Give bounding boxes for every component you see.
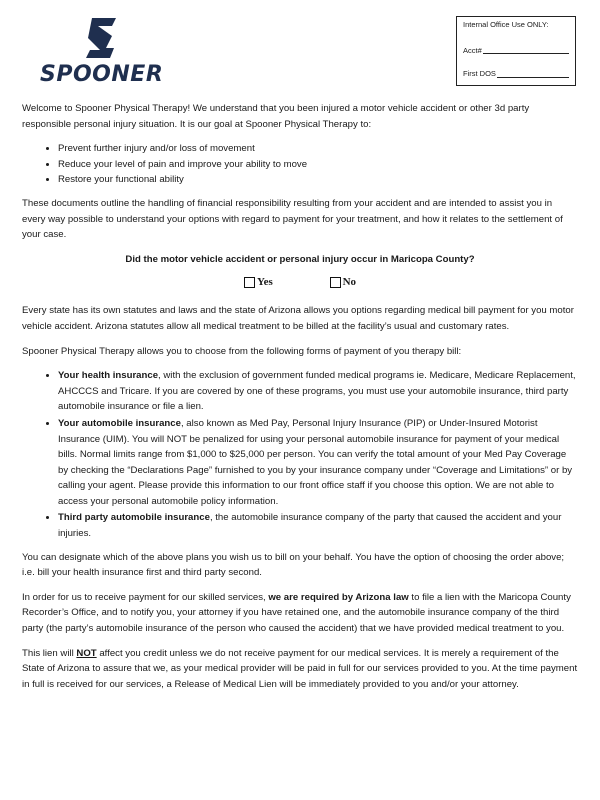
credit-text-before: This lien will [22, 647, 77, 659]
payment-option-text: , also known as Med Pay, Personal Injury Insurance (PIP) or Under-Insured Motorist Insurance (UIM). You will NOT be penalized for using your personal automobile insurance for payment of your medical bills. Normal limits range from $1,000 to $25,000 per person. You can verify the total amount of your Med Pay Coverage by checking the “Declarations Page” furnished to you by your insurance company under “Coverage and Limitations” or by calling your agent. Please provide this information to our front office staff if you choose this option. We are not able to access your personal automobile policy information. [58, 417, 573, 507]
first-dos-field[interactable] [497, 76, 569, 78]
office-box-title-row [463, 21, 569, 29]
payment-option-item [58, 368, 578, 415]
lien-text-after: to file a lien with the Maricopa County Recorder’s Office, and to notify you, your attorney if you have retained one, and the automobile insurance company of the third party (the party’s automobile insurance of the person who caused the accident) that we have provided medical treatment to you. [22, 591, 571, 635]
designate-paragraph: You can designate which of the above plans you wish us to bill on your behalf. You have the option of choosing the order above; i.e. bill your health insurance first and third party second. [22, 551, 565, 579]
acct-field[interactable] [483, 52, 569, 54]
payment-option-title: Your health insurance [58, 370, 159, 382]
goal-item: • Restore your functional ability [58, 172, 578, 188]
lien-text-before: In order for us to receive payment for our skilled services, [22, 591, 269, 603]
goals-list [22, 141, 578, 188]
no-choice[interactable] [330, 275, 356, 290]
credit-paragraph [22, 646, 578, 693]
yes-checkbox[interactable] [244, 277, 255, 288]
payment-option-title: Your automobile insurance [58, 417, 181, 429]
payment-option-title: Third party automobile insurance [58, 512, 210, 524]
no-label: No [342, 276, 357, 289]
payment-option-item [58, 416, 578, 510]
maricopa-question: Did the motor vehicle accident or personal injury occur in Maricopa County? [125, 253, 475, 265]
purpose-paragraph: These documents outline the handling of financial responsibility resulting from your accident and are intended to assist you in every way possible to understand your options with regard to payment for your treatment, and how it relates to the settlement of your case. [22, 197, 563, 241]
no-checkbox[interactable] [330, 277, 341, 288]
lien-emphasis: we are required by Arizona law [268, 591, 409, 603]
goal-item: • Reduce your level of pain and improve your ability to move [58, 157, 578, 173]
acct-label: Acct# [463, 45, 482, 55]
acct-row [463, 47, 569, 55]
credit-text-after: affect you credit unless we do not receive payment for our medical services. It is merely a requirement of the State of Arizona to assure that we, as your medical provider will be paid in full for our services provided to you. At the time payment in full is received for our services, a Release of Medical Lien will be immediately provided to you and/or your attorney. [22, 647, 578, 690]
internal-office-box [456, 16, 576, 86]
payment-options-list [22, 368, 578, 542]
yes-no-choices [22, 275, 578, 293]
brand-name: SPOONER [40, 62, 164, 87]
statutes-paragraph: Every state has its own statutes and laws and the state of Arizona allows you options regarding medical bill payment for you motor vehicle accident. Arizona statutes allow all medical treatment to be billed at the facility’s usual and customary rates. [22, 305, 574, 332]
payment-option-text: , with the exclusion of government funded medical programs ie. Medicare, Medicare Replacement, AHCCCS and Tricare. If you are covered by one of these programs, you must use your automobile insurance, third party automobile insurance or file a lien. [58, 370, 576, 413]
first-dos-label: First DOS [463, 69, 496, 78]
intro-paragraph: Welcome to Spooner Physical Therapy! We understand that you been injured a motor vehicle accident or other 3d party responsible personal injury situation. It is our goal at Spooner Physical Therapy to: [22, 103, 530, 130]
yes-label: Yes [256, 276, 273, 289]
first-dos-row [463, 70, 569, 78]
document-body [22, 101, 578, 701]
goal-item: • Prevent further injury and/or loss of movement [58, 141, 578, 157]
payment-intro-paragraph: Spooner Physical Therapy allows you to choose from the following forms of payment of you therapy bill: [22, 345, 462, 357]
payment-option-item [58, 510, 578, 541]
payment-option-text: , the automobile insurance company of the party that caused the accident and your injuries. [58, 512, 562, 540]
lien-paragraph [22, 590, 578, 637]
spooner-s-logo-icon [86, 18, 120, 58]
yes-choice[interactable] [244, 275, 273, 290]
office-box-title: Internal Office Use ONLY: [463, 20, 549, 29]
credit-emphasis: NOT [76, 647, 97, 659]
spooner-logo [40, 18, 164, 88]
